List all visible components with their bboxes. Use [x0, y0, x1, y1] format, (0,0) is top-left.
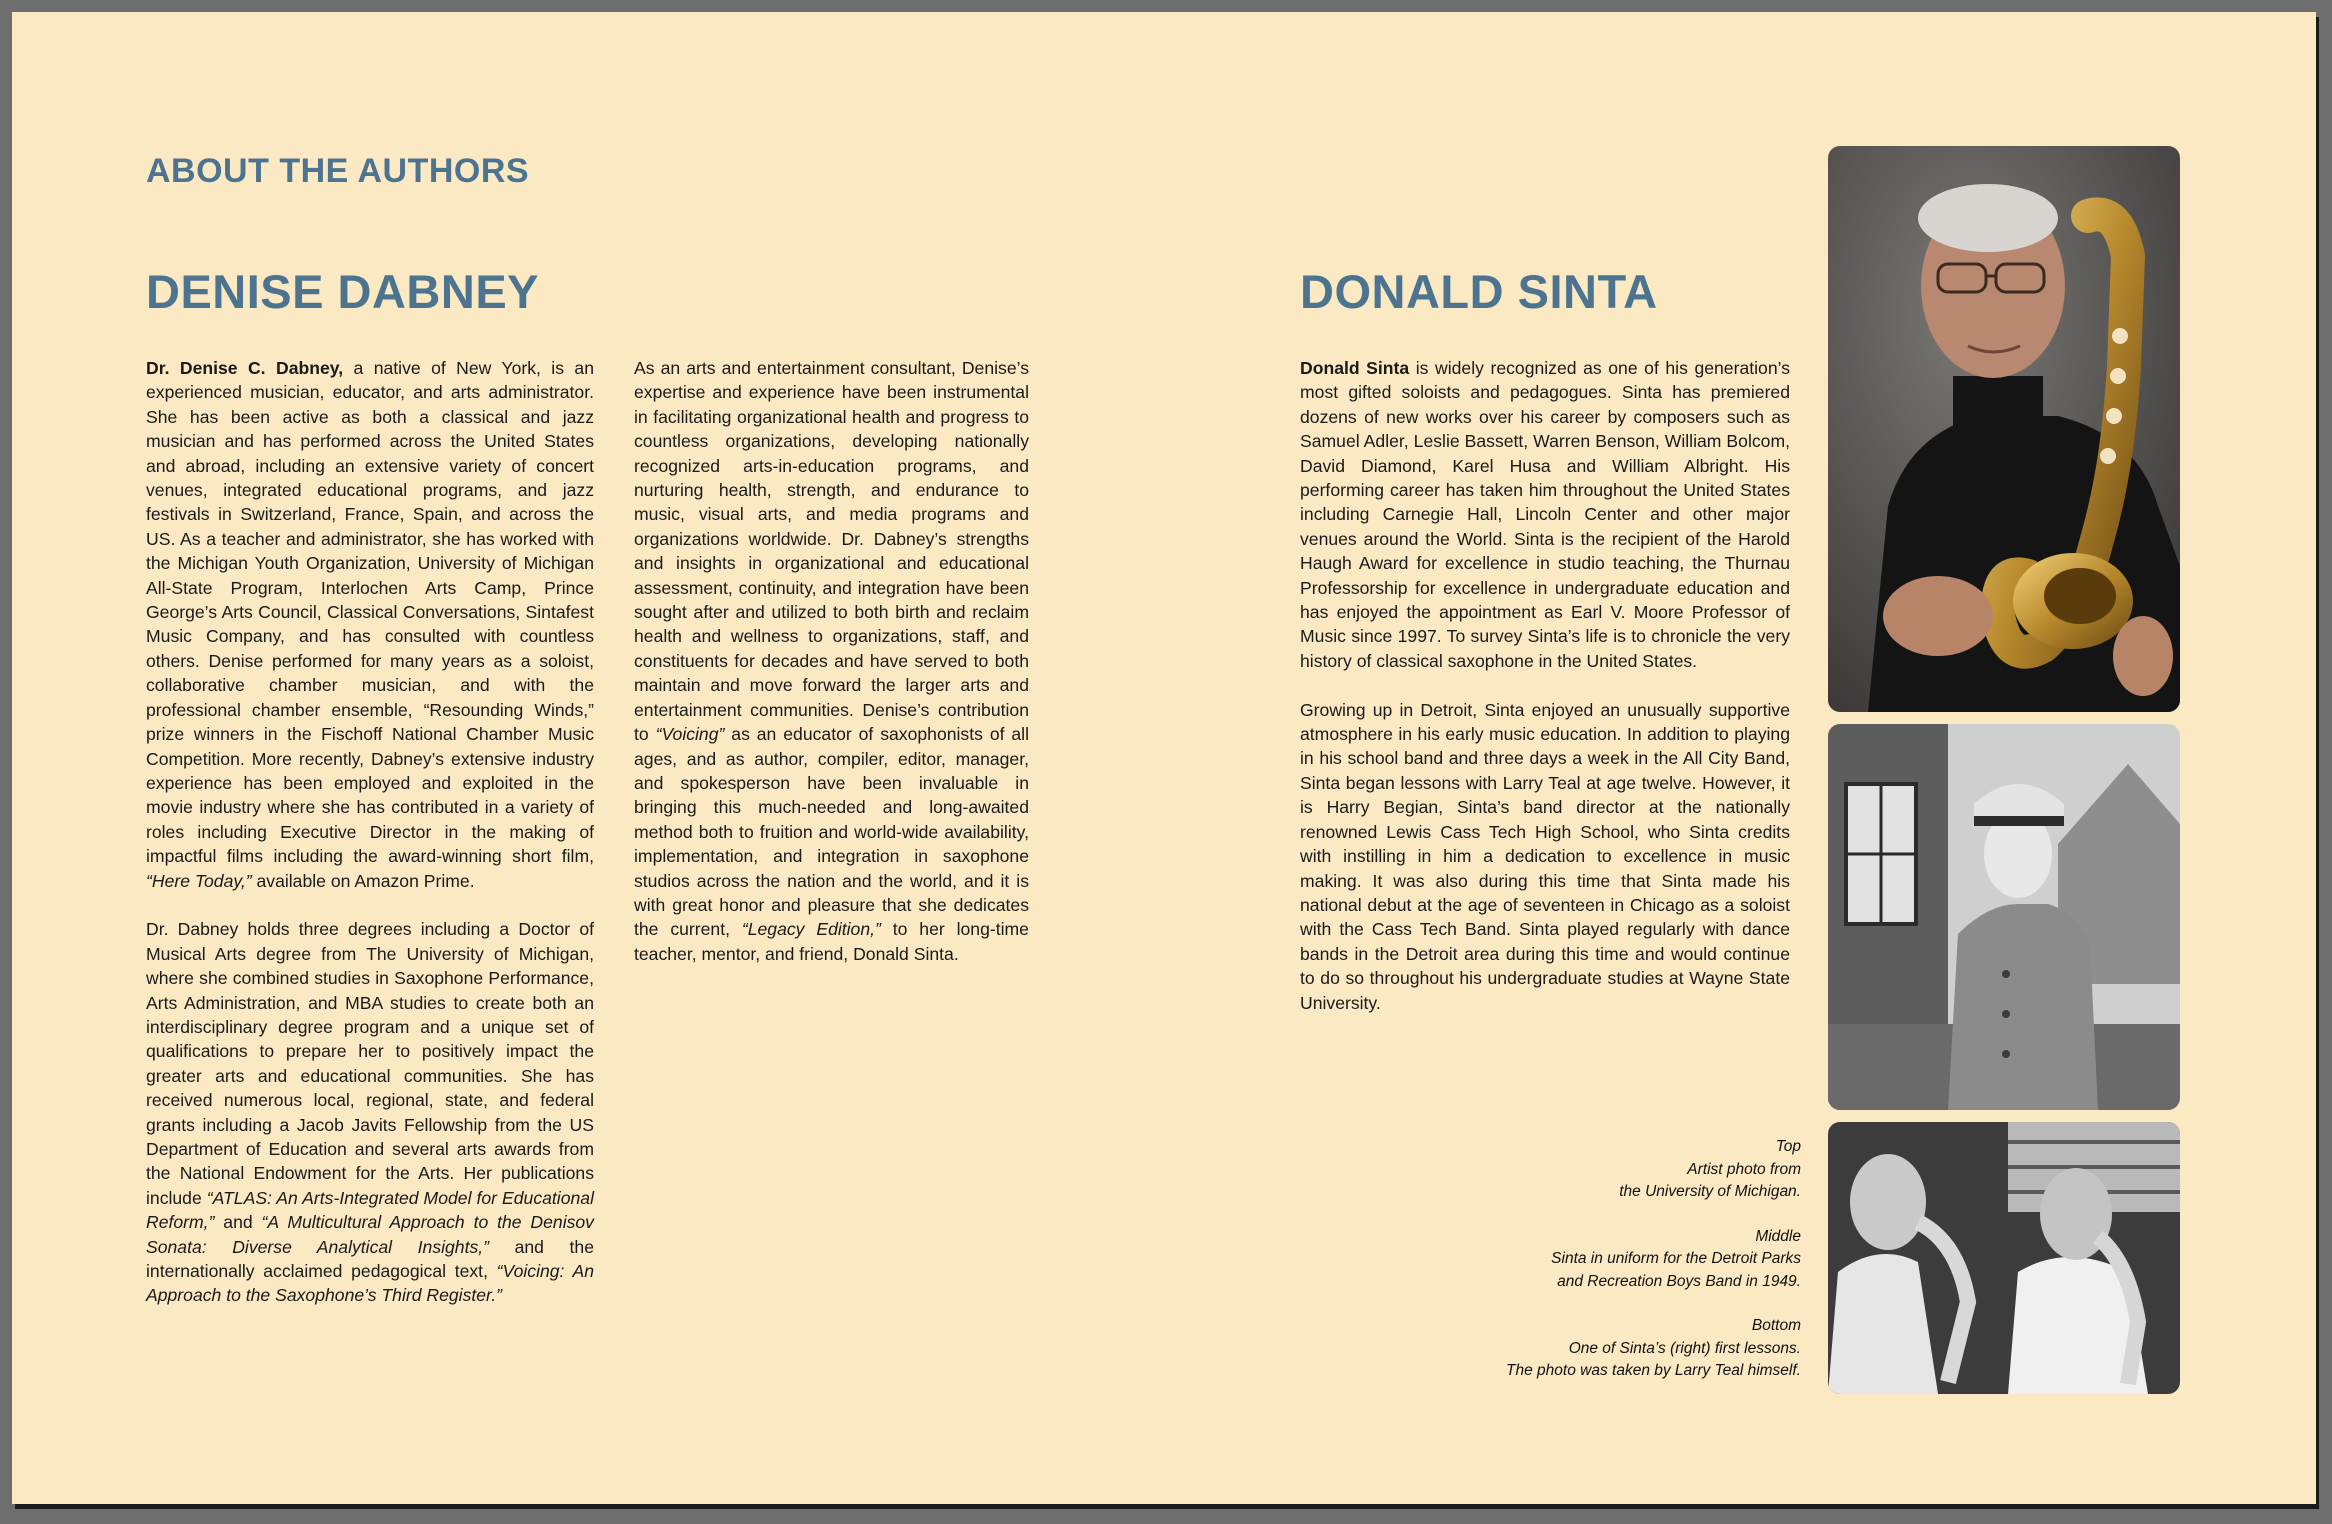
photo-sinta-uniform [1828, 724, 2180, 1110]
dabney-p1-end: available on Amazon Prime. [251, 870, 475, 891]
caption-bottom-line-1: One of Sinta’s (right) first lessons. [1568, 1339, 1801, 1357]
photo-artist-saxophone [1828, 146, 2180, 712]
sinta-paragraph-1 [1300, 356, 1790, 673]
caption-bottom-line-2: The photo was taken by Larry Teal himself. [1506, 1362, 1801, 1379]
dabney-p3-text: As an arts and entertainment consultant, Denise’s expertise and experience have been instrumental in facilitating organizational health and progress to countless organizations, developing nationally recognized arts-in-education programs, and nurturing health, strength, and endurance to music, visual arts, and media programs and organizations worldwide. Dr. Dabney’s strengths and insights in organizational and educational assessment, continuity, and integration have been sought after and utilized to both birth and reclaim health and wellness to organizations, staff, and constituents for decades and have served to both maintain and move forward the larger arts and entertainment communities. Denise’s contribution to [634, 358, 1029, 745]
uniform-photo-image [1828, 724, 2180, 1110]
caption-middle-label: Middle [1755, 1227, 1801, 1245]
caption-middle [1401, 1226, 1801, 1294]
dabney-column-1 [146, 356, 594, 1332]
lesson-photo-image [1828, 1122, 2180, 1394]
dabney-pub-voicing: “Voicing: An Approach to the Saxophone’s Third Register.” [146, 1261, 594, 1306]
author-name-dabney: DENISE DABNEY [146, 265, 540, 318]
dabney-voicing-title: “Voicing” [655, 724, 725, 745]
caption-top-label: Top [1775, 1138, 1801, 1155]
dabney-p2-text: Dr. Dabney holds three degrees including a Doctor of Musical Arts degree from The University of Michigan, where she combined studies in Saxophone Performance, Arts Administration, and MBA studies to create both an interdisciplinary degree program and a unique set of qualifications to prepare her to positively impact the greater arts and educational communities. She has received numerous local, regional, state, and federal grants including a Jacob Javits Fellowship from the US Department of Education and several arts awards from the National Endowment for the Arts. Her publications include [146, 919, 594, 1208]
caption-middle-line-1: Sinta in uniform for the Detroit Parks [1551, 1250, 1801, 1267]
dabney-film-title: “Here Today,” [146, 870, 252, 891]
caption-top-line-1: Artist photo from [1687, 1160, 1801, 1178]
dabney-lead-name: Dr. Denise C. Dabney, [146, 358, 344, 378]
photo-first-lessons [1828, 1122, 2180, 1394]
dabney-pub-denisov: “A Multicultural Approach to the Denisov Sonata: Diverse Analytical Insights,” [146, 1212, 594, 1257]
dabney-pub-atlas: “ATLAS: An Arts-Integrated Model for Educational Reform,” [146, 1187, 594, 1233]
section-title: ABOUT THE AUTHORS [146, 152, 530, 190]
dabney-p2-and: and [214, 1212, 262, 1233]
caption-bottom-label: Bottom [1751, 1317, 1801, 1334]
dabney-paragraph-2 [146, 917, 594, 1308]
dabney-legacy-title: “Legacy Edition,” [741, 919, 881, 940]
dabney-p1-text: a native of New York, is an experienced musician, educator, and arts administrator. She has been active as both a classical and jazz musician and has performed across the United States and abroad, including an extensive variety of concert venues, integrated educational programs, and jazz festivals in Switzerland, France, Spain, and across the US. As a teacher and administrator, she has worked with the Michigan Youth Organization, University of Michigan All-State Program, Interlochen Arts Camp, Prince George’s Arts Council, Classical Conversations, Sintafest Music Company, and has consulted with countless others. Denise performed for many years as a soloist, collaborative chamber musician, and with the professional chamber ensemble, “Resounding Winds,” prize winners in the Fischoff National Chamber Music Competition. More recently, Dabney’s extensive industry experience has been employed and exploited in the movie industry where she has contributed in a variety of roles including Executive Director in the making of impactful films including the award-winning short film, [146, 358, 594, 867]
caption-bottom [1401, 1315, 1801, 1383]
author-name-sinta: DONALD SINTA [1300, 265, 1658, 318]
sinta-p1-text: is widely recognized as one of his generation’s most gifted soloists and pedagogues. Sinta has premiered dozens of new works over his career by composers such as Samuel Adler, Leslie Bassett, Warren Benson, William Bolcom, David Diamond, Karel Husa and William Albright. His performing career has taken him throughout the United States including Carnegie Hall, Lincoln Center and other major venues around the World. Sinta is the recipient of the Harold Haugh Award for excellence in studio teaching, the Thurnau Professorship for excellence in undergraduate education and has enjoyed the appointment as Earl V. Moore Professor of Music since 1997. To survey Sinta’s life is to chronicle the very history of classical saxophone in the United States. [1300, 358, 1790, 671]
caption-middle-line-2: and Recreation Boys Band in 1949. [1557, 1272, 1801, 1290]
caption-top-line-2: the University of Michigan. [1619, 1183, 1801, 1200]
sinta-lead-name: Donald Sinta [1300, 358, 1410, 378]
dabney-column-2 [634, 356, 1029, 991]
dabney-p3-end: to her long-time teacher, mentor, and friend, Donald Sinta. [634, 919, 1029, 964]
sinta-paragraph-2: Growing up in Detroit, Sinta enjoyed an unusually supportive atmosphere in his early music education. In addition to playing in his school band and three days a week in the All City Band, Sinta began lessons with Larry Teal at age twelve. However, it is Harry Begian, Sinta’s band director at the nationally renowned Lewis Cass Tech High School, who Sinta credits with instilling in him a dedication to excellence in music making. It was also during this time that Sinta made his national debut at the age of seventeen in Chicago as a soloist with the Cass Tech Band. Sinta played regularly with dance bands in the Detroit area during this time and would continue to do so throughout his undergraduate studies at Wayne State University. [1300, 699, 1790, 1013]
photo-captions [1401, 1136, 1801, 1405]
dabney-paragraph-1 [146, 356, 594, 893]
document-page [12, 12, 2316, 1504]
caption-top [1401, 1136, 1801, 1204]
sinta-column [1300, 356, 1790, 1039]
dabney-p3-text-b: as an educator of saxophonists of all ages, and as author, compiler, editor, manager, and spokesperson have been invaluable in bringing this much-needed and long-awaited method both to fruition and world-wide availability, implementation, and integration in saxophone studios across the nation and the world, and it is with great honor and pleasure that she dedicates the current, [634, 724, 1030, 940]
dabney-p2-text-b: and the internationally acclaimed pedagogical text, [146, 1236, 594, 1282]
dabney-paragraph-3 [634, 356, 1029, 966]
artist-photo-image [1828, 146, 2180, 712]
